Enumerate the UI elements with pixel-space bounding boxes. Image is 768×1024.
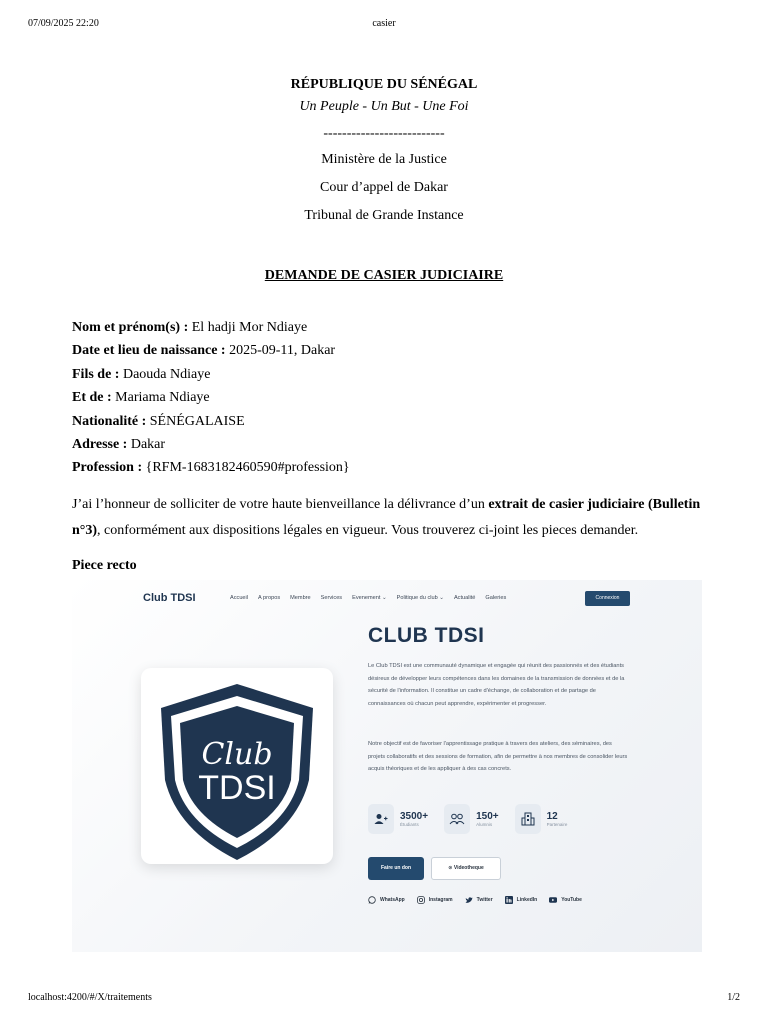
club-stats (368, 804, 583, 834)
paragraph-text: J’ai l’honneur de solliciter de votre haute bienveillance la délivrance d’un (72, 497, 485, 512)
field-label: Nom et prénom(s) : (72, 320, 189, 335)
youtube-icon (549, 896, 557, 904)
field-value: Dakar (130, 437, 166, 453)
stat-caption: Partenaire (546, 821, 568, 827)
stat-partenaire (515, 804, 568, 834)
print-title: casier (372, 18, 396, 29)
field-value: SÉNÉGALAISE (149, 413, 245, 429)
social-label: WhatsApp (380, 897, 405, 903)
field-pere (72, 363, 708, 386)
menu-item: Accueil (230, 595, 249, 601)
stat-alumnis (444, 804, 499, 834)
social-linkedin (505, 896, 538, 904)
social-label: Instagram (428, 897, 453, 903)
stat-etudiants (368, 804, 428, 834)
field-profession (72, 456, 708, 479)
instagram-icon (417, 896, 425, 904)
club-heading: CLUB TDSI (368, 624, 485, 647)
menu-item: Services (320, 595, 343, 601)
piece-recto-image (72, 580, 702, 952)
piece-recto-label: Piece recto (72, 558, 137, 573)
social-twitter (465, 896, 493, 904)
identity-fields (72, 316, 708, 480)
menu-item: Actualité (453, 595, 476, 601)
paragraph-text-end: , conformément aux dispositions légales en vigueur. Vous trouverez ci-joint les pieces demander. (97, 523, 639, 538)
menu-item: Evenement ⌄ (352, 595, 387, 601)
logo-text-club: Club (201, 737, 273, 772)
social-instagram (417, 896, 453, 904)
club-description-2: Notre objectif est de favoriser l'apprentissage pratique à travers des ateliers, des séminaires, des projets collaboratifs et des sessions de formation, afin de permettre à nos membres de consolider leurs acquis théoriques et de les appliquer à des cas concrets. (368, 741, 628, 773)
field-label: Et de : (72, 390, 112, 406)
twitter-icon (465, 896, 473, 904)
field-value: Mariama Ndiaye (115, 390, 210, 406)
field-nom (72, 316, 708, 339)
field-value: {RFM-1683182460590#profession} (145, 460, 350, 476)
field-label: Nationalité : (72, 413, 147, 429)
republique-heading: RÉPUBLIQUE DU SÉNÉGAL (290, 77, 478, 92)
field-value: 2025-09-11, Dakar (229, 343, 336, 359)
ministere-line: Ministère de la Justice (321, 152, 447, 167)
menu-item: Politique du club ⌄ (396, 595, 444, 601)
club-description-1: Le Club TDSI est une communauté dynamique et engagée qui réunit des passionnés et des étudiants désireux de développer leurs compétences dans les domaines de la transmission de données et de la sécurité de l'information. Il constitue un cadre d'échange, de collaboration et de partage de connaissances où chacun peut apprendre, expérimenter et progresser. (368, 663, 625, 707)
videotheque-button: ⊙ Videotheque (431, 857, 501, 880)
building-icon (515, 804, 541, 834)
national-motto: Un Peuple - Un But - Une Foi (299, 99, 469, 114)
field-label: Date et lieu de naissance : (72, 343, 226, 359)
faire-un-don-button: Faire un don (368, 857, 424, 880)
stat-caption: Étudiants (400, 821, 419, 827)
print-page-number: 1/2 (727, 992, 740, 1003)
site-navbar (72, 590, 702, 610)
connexion-button: Connexion (585, 591, 630, 606)
club-logo-card (141, 668, 333, 864)
print-url: localhost:4200/#/X/traitements (28, 992, 152, 1003)
field-mere (72, 386, 708, 409)
social-label: YouTube (561, 897, 582, 903)
stat-value: 3500+ (400, 810, 429, 822)
field-adresse (72, 433, 708, 456)
stat-value: 150+ (476, 810, 499, 822)
print-header (28, 18, 740, 32)
social-youtube (549, 896, 582, 904)
site-menu (230, 595, 506, 601)
social-links (368, 896, 582, 904)
field-label: Adresse : (72, 437, 128, 453)
users-icon (444, 804, 470, 834)
menu-item: Galeries (485, 595, 507, 601)
field-nationalite (72, 410, 708, 433)
document-title: DEMANDE DE CASIER JUDICIAIRE (264, 268, 504, 283)
field-value: El hadji Mor Ndiaye (191, 320, 308, 335)
stat-value: 12 (546, 810, 558, 822)
paragraph-bold-bulletin: (Bulletin n°3) (72, 497, 701, 538)
request-paragraph (72, 492, 708, 544)
whatsapp-icon (368, 896, 376, 904)
linkedin-icon (505, 896, 513, 904)
cour-line: Cour d’appel de Dakar (320, 180, 448, 195)
print-datetime: 07/09/2025 22:20 (28, 18, 99, 29)
paragraph-bold-extrait: extrait de casier judiciaire (488, 497, 645, 512)
separator-line: -------------------------- (323, 126, 445, 141)
menu-item: Membre (290, 595, 311, 601)
logo-text-tdsi: TDSI (198, 769, 276, 807)
stat-caption: Alumnis (476, 821, 493, 827)
shield-logo-icon (141, 668, 333, 864)
menu-item: A propos (258, 595, 281, 601)
social-label: Twitter (476, 897, 493, 903)
field-value: Daouda Ndiaye (122, 366, 211, 382)
field-label: Profession : (72, 460, 143, 476)
print-footer (28, 992, 740, 1006)
videotheque-label: Videotheque (453, 865, 484, 871)
field-label: Fils de : (72, 366, 120, 382)
person-plus-icon (368, 804, 394, 834)
social-whatsapp (368, 896, 405, 904)
field-naissance (72, 339, 708, 362)
tribunal-line: Tribunal de Grande Instance (304, 208, 464, 223)
site-brand: Club TDSI (143, 592, 196, 604)
document-header (0, 76, 768, 226)
social-label: LinkedIn (516, 897, 538, 903)
